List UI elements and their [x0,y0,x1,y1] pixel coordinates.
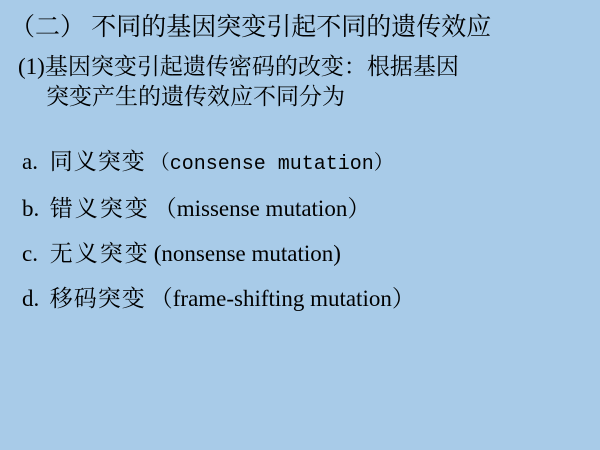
subheading-line-2: 突变产生的遗传效应不同分为 [46,83,345,109]
list-item-chinese: 同义突变 [49,149,146,174]
list-item-english: (nonsense mutation) [153,241,341,266]
subheading-line-1: (1)基因突变引起遗传密码的改变：根据基因 [18,54,459,79]
list-item-marker: d. [22,286,40,311]
list-item-chinese: 移码突变 [49,286,146,311]
list-item [22,242,582,265]
slide-subheading [18,52,588,112]
list-item-marker: a. [22,149,38,174]
list-item-marker: c. [22,241,38,266]
list-item [22,197,582,220]
mutation-list [22,150,582,332]
list-item [22,287,582,310]
list-item-english: （missense mutation） [153,196,371,221]
list-item-chinese: 无义突变 [49,241,150,266]
list-item-marker: b. [22,196,40,221]
list-item-english: （consense mutation） [149,153,394,176]
list-item-english: （frame-shifting mutation） [149,286,415,311]
list-item-chinese: 错义突变 [49,196,150,221]
slide-heading: （二） 不同的基因突变引起不同的遗传效应 [10,14,492,41]
list-item [22,150,582,175]
